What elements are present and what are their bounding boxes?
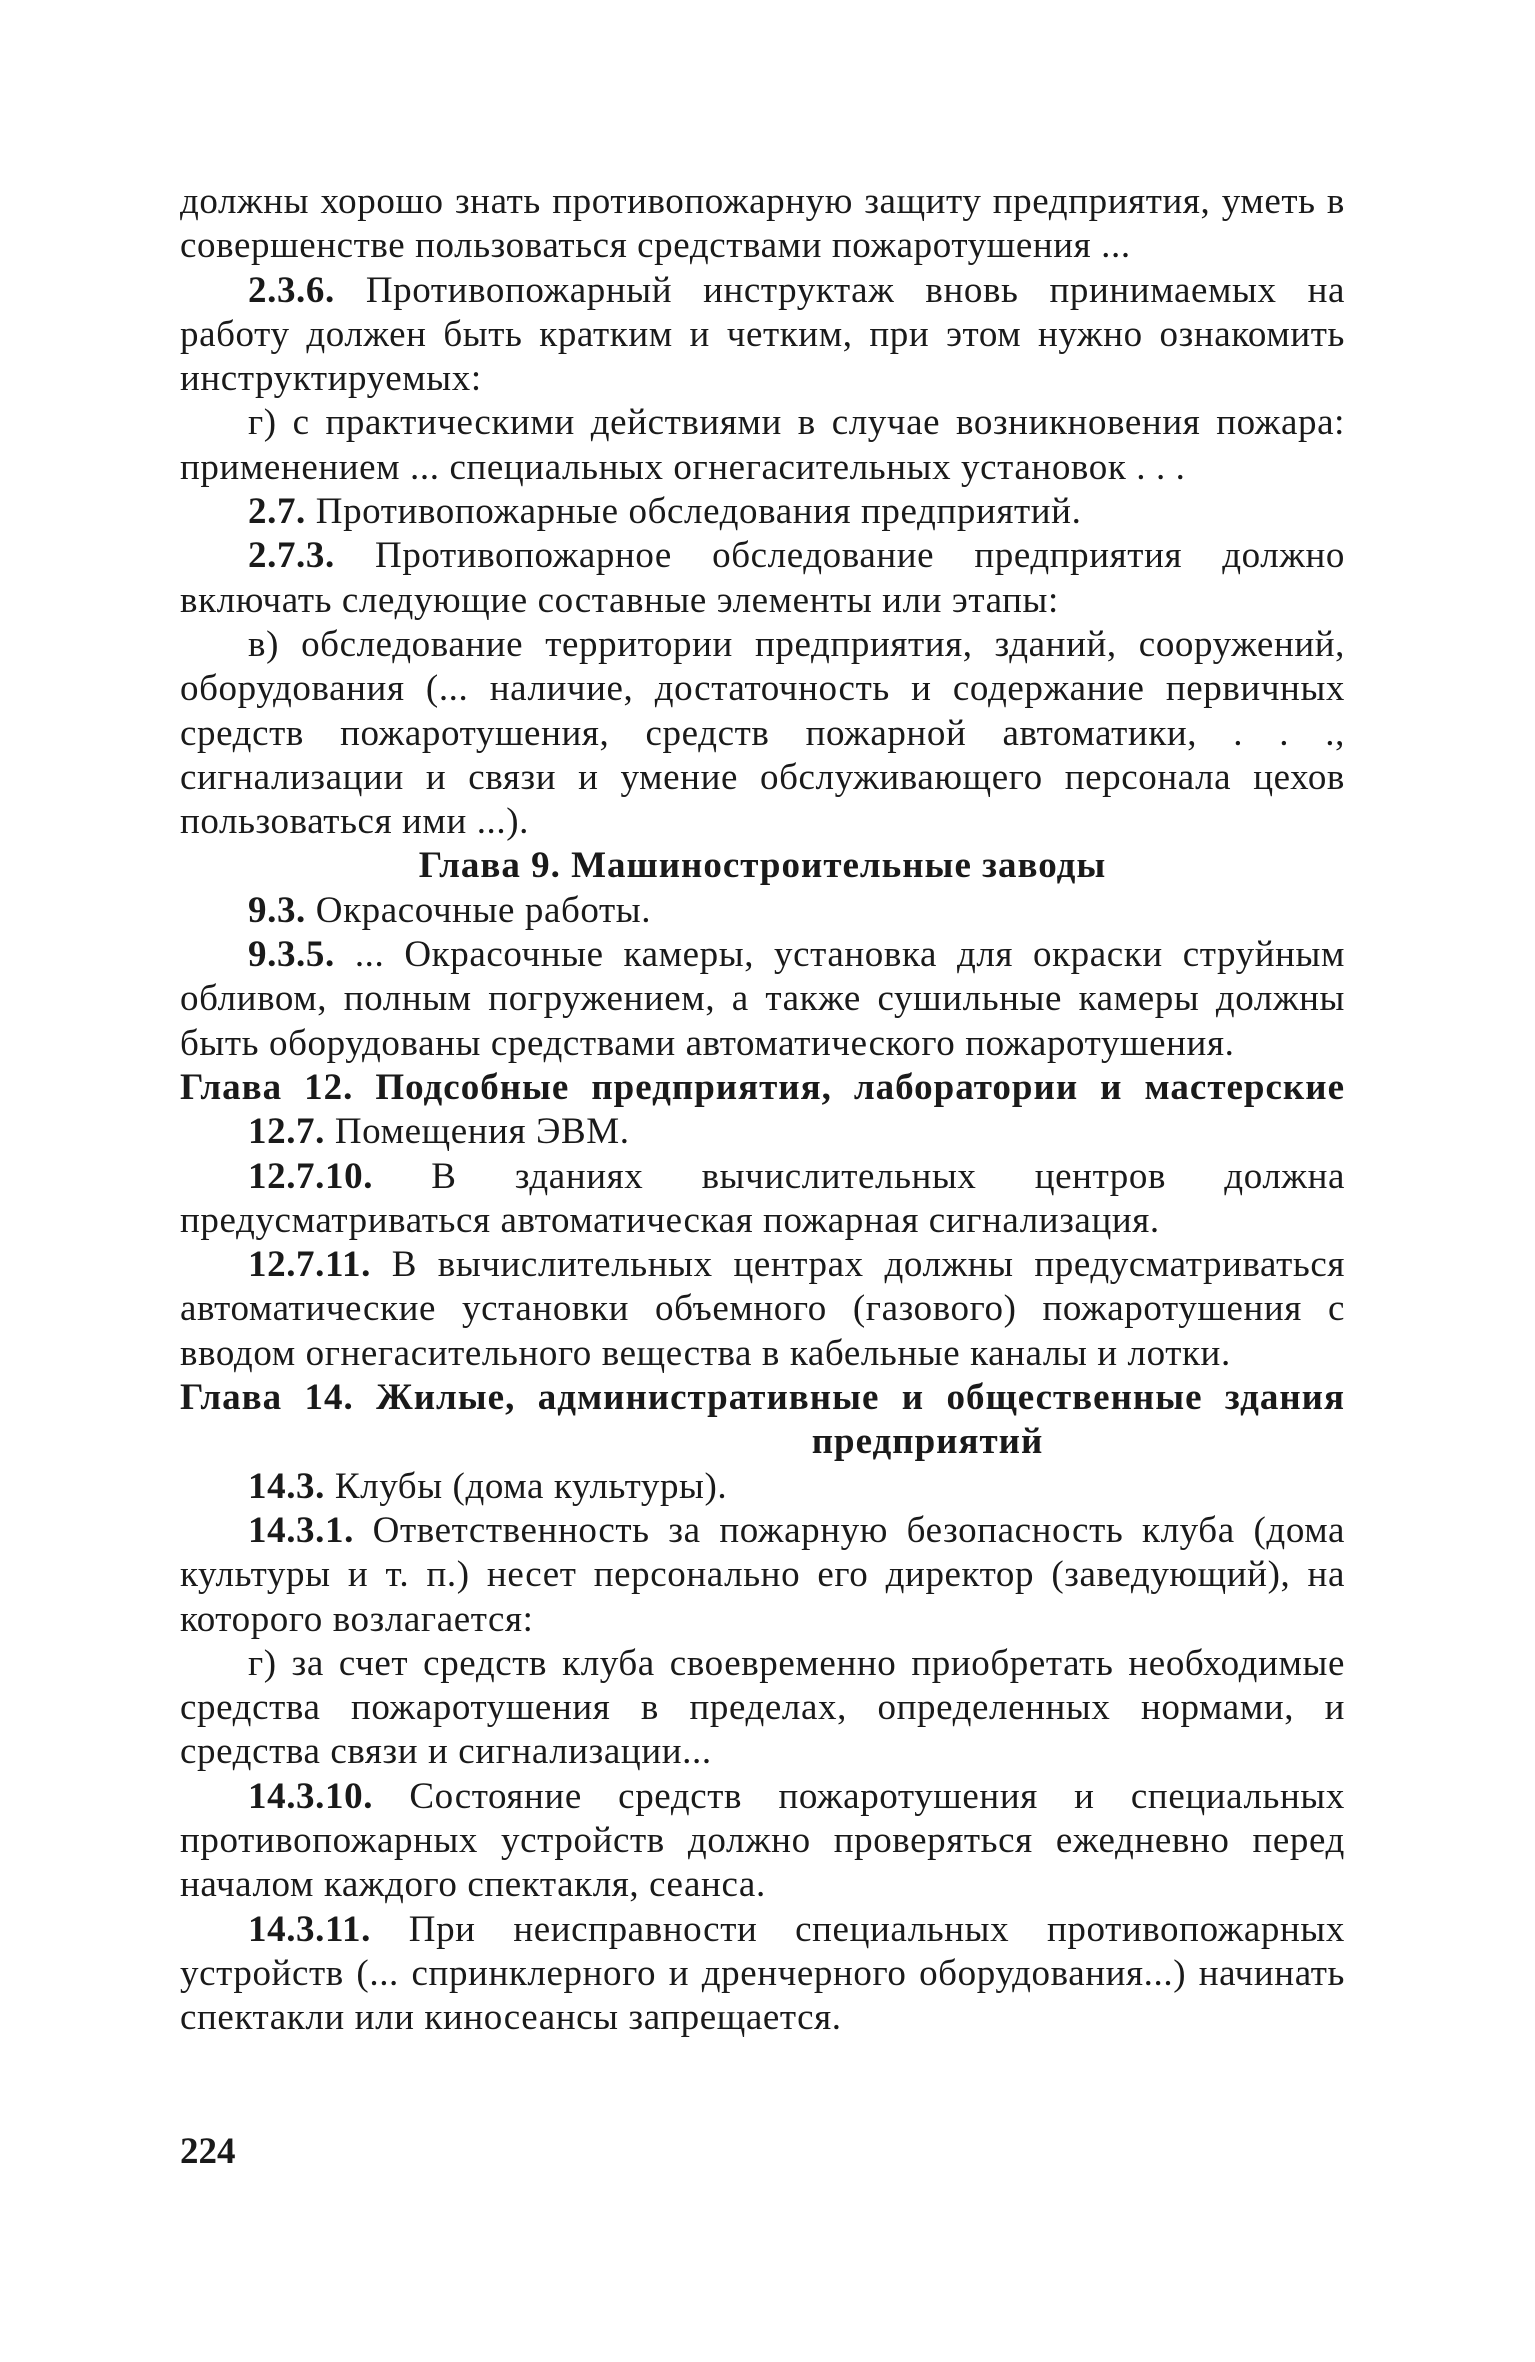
clause-number: 9.3.5. [248,934,335,976]
paragraph-continuation: должны хорошо знать противопожарную защиту предприятия, уметь в совершенстве пользоваться средствами пожаротушения ... [180,181,1345,267]
clause-number: 14.3. [248,1465,325,1507]
page-body [180,180,1345,2040]
chapter-9-heading: Глава 9. Машиностроительные заводы [418,845,1107,887]
chapter-12-heading: Глава 12. Подсобные предприятия, лаборатории и мастерские [180,1066,1345,1108]
paragraph-14-3-11: 14.3.11. При неисправности специальных противопожарных устройств (... спринклерного и дренчерного оборудования...) начинать спектакли или киносеансы запрещается. [180,1908,1345,2039]
chapter-14-heading-continued: предприятий [811,1421,1044,1463]
paragraph-12-7-11: 12.7.11. В вычислительных центрах должны предусматриваться автоматические установки объемного (газового) пожаротушения с вводом огнегасительного вещества в кабельные каналы и лотки. [180,1244,1345,1374]
clause-number: 14.3.10. [248,1775,374,1817]
paragraph-2-7-3: 2.7.3. Противопожарное обследование предприятия должно включать следующие составные элементы или этапы: [180,535,1345,621]
paragraph-12-7-10: 12.7.10. В зданиях вычислительных центров должна предусматриваться автоматическая пожарная сигнализация. [180,1155,1345,1241]
paragraph-9-3-5: 9.3.5. ... Окрасочные камеры, установка для окраски струйным обливом, полным погружением, а также сушильные камеры должны быть оборудованы средствами автоматического пожаротушения. [180,934,1345,1064]
paragraph-item-g-2: г) за счет средств клуба своевременно приобретать необходимые средства пожаротушения в пределах, определенных нормами, и средства связи и сигнализации... [180,1642,1345,1773]
clause-number: 14.3.11. [248,1908,372,1950]
clause-number: 2.7.3. [248,535,335,577]
clause-number: 12.7. [248,1111,325,1153]
clause-number: 2.7. [248,491,306,533]
clause-number: 9.3. [248,889,306,931]
clause-number: 14.3.1. [248,1509,354,1551]
paragraph-item-v: в) обследование территории предприятия, зданий, сооружений, оборудования (... наличие, достаточность и содержание первичных средств пожаротушения, средств пожарной автоматики, . . ., сигнализации и связи и умение обслуживающего персонала цехов пользоваться ими ...). [180,623,1345,843]
paragraph-2-7: 2.7. Противопожарные обследования предприятий. [248,491,1082,533]
clause-number: 2.3.6. [248,269,335,311]
paragraph-14-3-1: 14.3.1. Ответственность за пожарную безопасность клуба (дома культуры и т. п.) несет персонально его директор (заведующий), на которого возлагается: [180,1509,1345,1640]
paragraph-12-7: 12.7. Помещения ЭВМ. [248,1111,630,1153]
page-number: 224 [180,2131,236,2172]
paragraph-item-g-1: г) с практическими действиями в случае возникновения пожара: применением ... специальных огнегасительных установок . . . [180,402,1345,488]
clause-number: 12.7.11. [248,1244,372,1286]
chapter-14-heading: Глава 14. Жилые, административные и общественные здания [180,1377,1345,1419]
paragraph-14-3: 14.3. Клубы (дома культуры). [248,1465,728,1507]
paragraph-14-3-10: 14.3.10. Состояние средств пожаротушения и специальных противопожарных устройств должно проверяться ежедневно перед началом каждого спектакля, сеанса. [180,1775,1345,1906]
clause-number: 12.7.10. [248,1155,374,1197]
paragraph-2-3-6: 2.3.6. Противопожарный инструктаж вновь принимаемых на работу должен быть кратким и четким, при этом нужно ознакомить инструктируемых: [180,269,1345,400]
paragraph-9-3: 9.3. Окрасочные работы. [248,889,652,931]
